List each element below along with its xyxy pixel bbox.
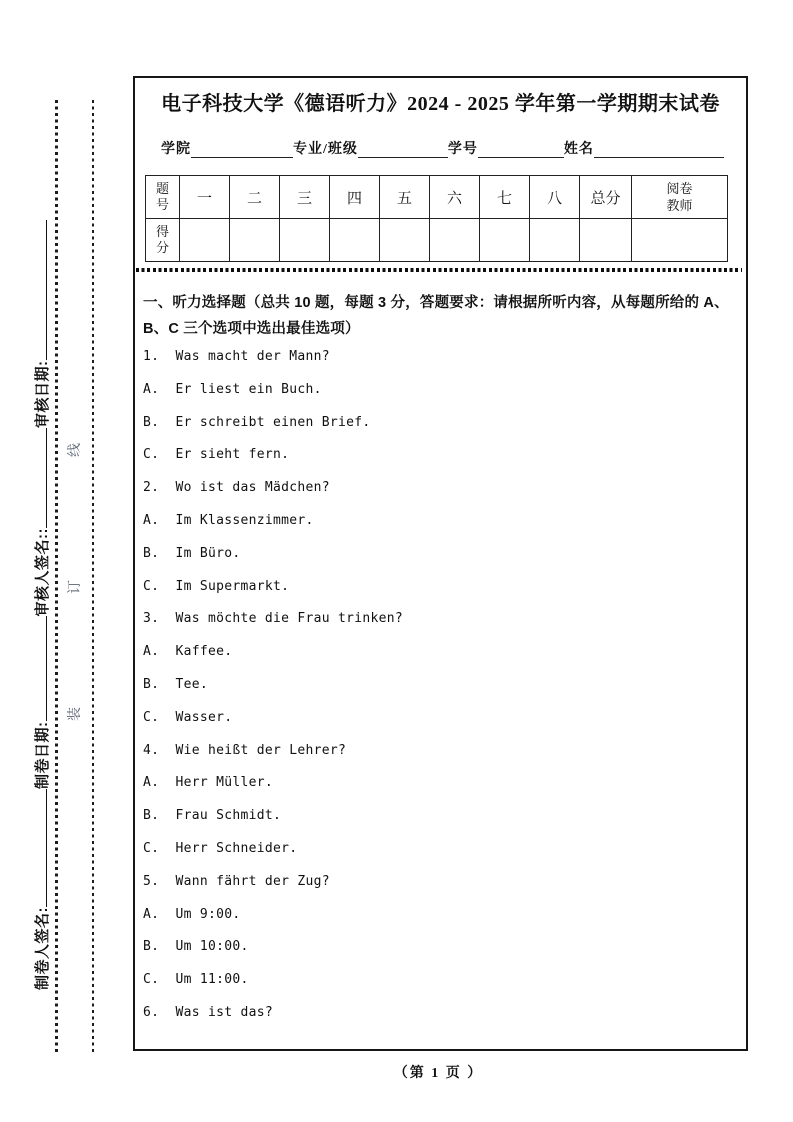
score-cell-grader bbox=[632, 219, 728, 262]
question-line: A. Er liest ein Buch. bbox=[143, 381, 322, 397]
question-line: 4. Wie heißt der Lehrer? bbox=[143, 742, 347, 758]
score-table-column-header: 一 bbox=[180, 176, 230, 219]
binding-margin-fields bbox=[27, 153, 51, 990]
question-line: 2. Wo ist das Mädchen? bbox=[143, 480, 330, 496]
score-table-score-row bbox=[146, 219, 728, 262]
score-table-column-header: 八 bbox=[530, 176, 580, 219]
page-title: 电子科技大学《德语听力》2024 - 2025 学年第一学期期末试卷 bbox=[161, 93, 720, 115]
score-cell bbox=[580, 219, 632, 262]
section-instructions: 一、听力选择题（总共 10 题，每题 3 分，答题要求：请根据所听内容，从每题所给的 A、B、C 三个选项中选出最佳选项） bbox=[143, 295, 729, 337]
question-line: C. Er sieht fern. bbox=[143, 447, 290, 463]
binding-field-blank bbox=[27, 617, 47, 722]
score-table bbox=[145, 175, 728, 262]
score-table-corner bbox=[146, 176, 180, 219]
question-line: A. Um 9:00. bbox=[143, 906, 241, 922]
binding-field-blank bbox=[27, 221, 47, 361]
binding-dotted-line-inner bbox=[55, 100, 58, 1052]
score-table-column-header: 六 bbox=[430, 176, 480, 219]
binding-field-label: 制卷日期: bbox=[34, 721, 51, 789]
question-line: 1. Was macht der Mann? bbox=[143, 349, 330, 364]
score-row-label-cell bbox=[146, 219, 180, 262]
binding-dotted-line-outer bbox=[92, 100, 94, 1052]
corner-label: 题号 bbox=[155, 181, 169, 212]
question-line: A. Im Klassenzimmer. bbox=[143, 512, 314, 528]
info-field-blank-college bbox=[191, 137, 293, 158]
score-cell bbox=[530, 219, 580, 262]
score-cell bbox=[280, 219, 330, 262]
question-line: B. Frau Schmidt. bbox=[143, 808, 282, 824]
info-field-blank-student-id bbox=[478, 137, 564, 158]
score-table-column-header: 二 bbox=[230, 176, 280, 219]
question-line: B. Tee. bbox=[143, 676, 209, 692]
score-table-header-row bbox=[146, 176, 728, 219]
question-line: B. Um 10:00. bbox=[143, 939, 249, 955]
binding-char-ding: 订 bbox=[66, 580, 82, 594]
info-field-label-college: 学院 bbox=[161, 142, 191, 157]
binding-field-blank bbox=[27, 428, 47, 528]
score-cell bbox=[430, 219, 480, 262]
score-table-column-header: 四 bbox=[330, 176, 380, 219]
page-footer: （第 1 页 ） bbox=[393, 1066, 484, 1081]
binding-field-blank bbox=[27, 789, 47, 907]
question-line: 5. Wann fährt der Zug? bbox=[143, 873, 330, 889]
question-line: C. Im Supermarkt. bbox=[143, 578, 290, 594]
score-cell bbox=[180, 219, 230, 262]
score-table-column-header: 三 bbox=[280, 176, 330, 219]
binding-field-label: 制卷人签名: bbox=[34, 907, 51, 990]
info-field-label-major-class: 专业/班级 bbox=[293, 142, 358, 157]
question-line: C. Um 11:00. bbox=[143, 972, 249, 988]
info-field-label-name: 姓名 bbox=[563, 142, 594, 157]
score-table-column-header: 七 bbox=[480, 176, 530, 219]
score-cell bbox=[380, 219, 430, 262]
question-line: C. Wasser. bbox=[143, 709, 233, 725]
exam-sheet bbox=[133, 76, 748, 1051]
score-cell bbox=[330, 219, 380, 262]
score-table-column-header-grader bbox=[632, 176, 728, 219]
student-info-row bbox=[161, 128, 724, 158]
binding-field-label: 审核日期: bbox=[34, 360, 51, 428]
binding-field-label: 审核人签名:: bbox=[34, 528, 51, 617]
question-line: A. Herr Müller. bbox=[143, 775, 274, 791]
question-line: B. Im Büro. bbox=[143, 545, 241, 561]
grader-label: 阅卷教师 bbox=[666, 181, 693, 213]
info-field-blank-major-class bbox=[358, 137, 448, 158]
info-field-label-student-id: 学号 bbox=[447, 142, 478, 157]
binding-char-zhuang: 装 bbox=[66, 707, 82, 721]
question-list bbox=[143, 341, 738, 1030]
dotted-separator bbox=[136, 268, 742, 272]
question-line: A. Kaffee. bbox=[143, 644, 233, 660]
question-line: 6. Was ist das? bbox=[143, 1004, 274, 1020]
score-table-column-header: 五 bbox=[380, 176, 430, 219]
question-line: B. Er schreibt einen Brief. bbox=[143, 414, 371, 430]
binding-char-xian: 线 bbox=[66, 443, 82, 457]
score-row-label: 得分 bbox=[155, 224, 169, 255]
question-line: C. Herr Schneider. bbox=[143, 840, 298, 856]
score-table-column-header: 总分 bbox=[580, 176, 632, 219]
score-cell bbox=[230, 219, 280, 262]
info-field-blank-name bbox=[594, 137, 724, 158]
score-cell bbox=[480, 219, 530, 262]
question-line: 3. Was möchte die Frau trinken? bbox=[143, 611, 404, 627]
